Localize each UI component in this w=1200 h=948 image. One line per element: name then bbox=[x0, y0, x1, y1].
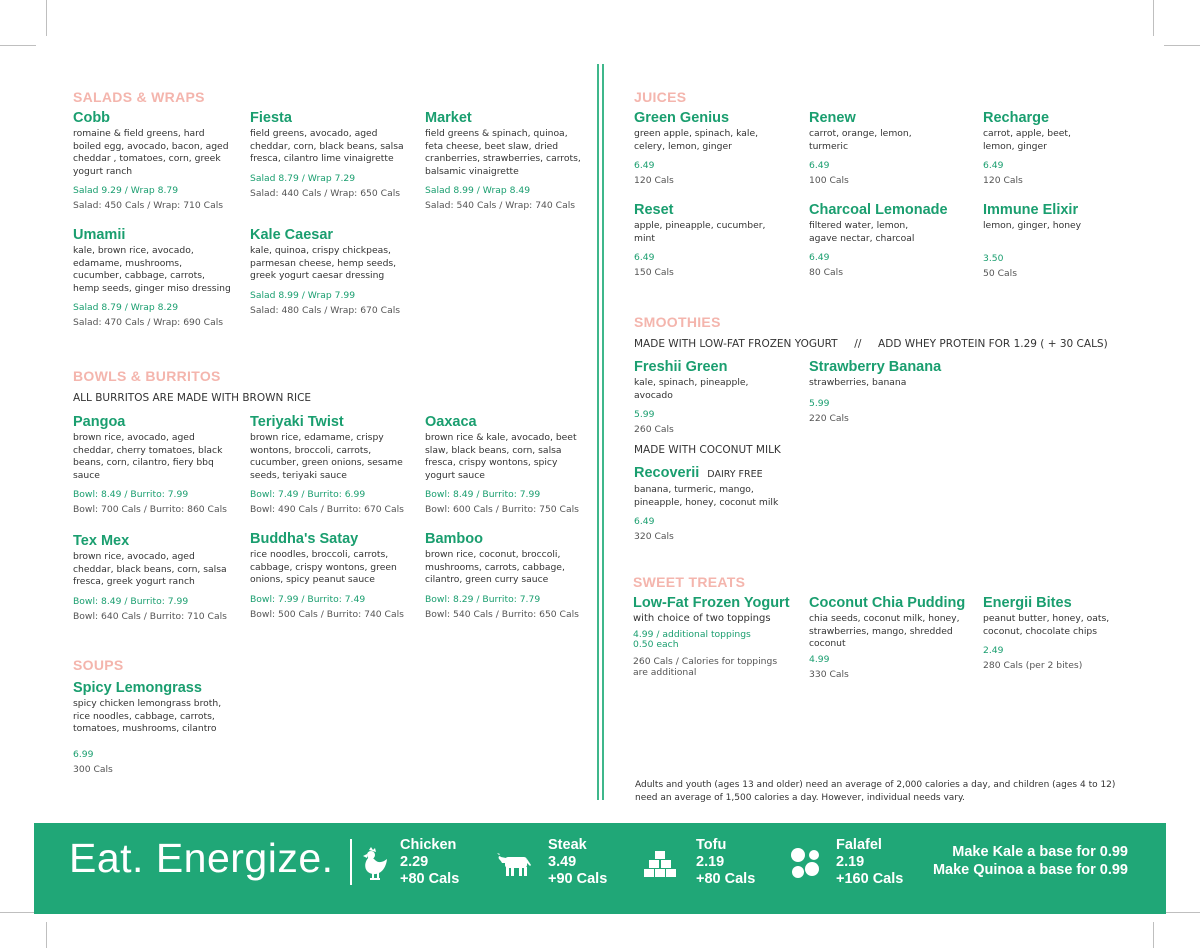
menu-item-recharge bbox=[983, 110, 1143, 186]
item-price: Bowl: 8.49 / Burrito: 7.99 bbox=[73, 595, 189, 607]
item-name: Cobb bbox=[73, 110, 111, 126]
menu-item-umamii bbox=[73, 227, 233, 328]
protein-name: Steak bbox=[548, 837, 587, 853]
item-name: Kale Caesar bbox=[250, 227, 334, 243]
item-description: with choice of two toppings bbox=[633, 613, 771, 624]
crop-mark bbox=[46, 0, 47, 36]
protein-chicken bbox=[400, 837, 459, 888]
item-calories: 300 Cals bbox=[73, 763, 113, 775]
item-name: Freshii Green bbox=[634, 359, 728, 375]
item-name: Strawberry Banana bbox=[809, 359, 942, 375]
item-name: Pangoa bbox=[73, 414, 126, 430]
item-name: Coconut Chia Pudding bbox=[809, 595, 966, 611]
item-price: 6.49 bbox=[983, 160, 1004, 172]
item-description: rice noodles, broccoli, carrots, cabbage, crispy wontons, green onions, spicy peanut sauce bbox=[250, 549, 397, 586]
item-description: filtered water, lemon, agave nectar, charcoal bbox=[809, 220, 915, 244]
item-name: Teriyaki Twist bbox=[250, 414, 344, 430]
section-note: ALL BURRITOS ARE MADE WITH BROWN RICE bbox=[73, 392, 312, 404]
item-price: 6.49 bbox=[809, 252, 830, 264]
menu-item-freshii-green bbox=[634, 359, 794, 435]
item-calories: Bowl: 640 Cals / Burrito: 710 Cals bbox=[73, 610, 227, 622]
item-name: Fiesta bbox=[250, 110, 292, 126]
section-note: MADE WITH COCONUT MILK bbox=[634, 444, 781, 456]
item-calories: Bowl: 500 Cals / Burrito: 740 Cals bbox=[250, 608, 404, 620]
item-description: kale, spinach, pineapple, avocado bbox=[634, 377, 749, 401]
kale-base-offer: Make Kale a base for 0.99 bbox=[952, 844, 1128, 860]
protein-calories: +160 Cals bbox=[836, 871, 904, 887]
item-name: Buddha's Satay bbox=[250, 531, 359, 547]
item-description: chia seeds, coconut milk, honey, strawberries, mango, shredded coconut bbox=[809, 613, 960, 650]
item-description: spicy chicken lemongrass broth, rice noodles, cabbage, carrots, tomatoes, mushrooms, cilantro bbox=[73, 698, 222, 735]
item-price: 4.99 / additional toppings 0.50 each bbox=[633, 628, 751, 650]
base-upgrades bbox=[933, 844, 1128, 879]
protein-price: 2.29 bbox=[400, 854, 429, 870]
menu-item-coconut-chia-pudding bbox=[809, 595, 979, 680]
item-description: field greens & spinach, quinoa, feta cheese, beet slaw, dried cranberries, strawberries, carrots, balsamic vinaigrette bbox=[425, 128, 581, 177]
item-name: Charcoal Lemonade bbox=[809, 202, 948, 218]
item-name: Spicy Lemongrass bbox=[73, 680, 202, 696]
item-calories: Bowl: 600 Cals / Burrito: 750 Cals bbox=[425, 504, 579, 516]
item-description: carrot, orange, lemon, turmeric bbox=[809, 128, 912, 152]
item-calories: Salad: 440 Cals / Wrap: 650 Cals bbox=[250, 187, 401, 199]
item-description: brown rice, avocado, aged cheddar, black beans, corn, salsa fresca, greek yogurt ranch bbox=[73, 551, 227, 588]
protein-name: Falafel bbox=[836, 837, 882, 853]
item-name: Energii Bites bbox=[983, 595, 1072, 611]
menu-item-spicy-lemongrass bbox=[73, 680, 233, 775]
protein-calories: +90 Cals bbox=[548, 871, 608, 887]
chicken-icon bbox=[360, 847, 388, 881]
item-calories: 260 Cals / Calories for toppings are additional bbox=[633, 655, 778, 678]
item-price: Salad 8.99 / Wrap 7.99 bbox=[250, 289, 356, 301]
item-price: Bowl: 7.99 / Burrito: 7.49 bbox=[250, 593, 366, 605]
protein-price: 2.19 bbox=[696, 854, 725, 870]
section-title-salads-wraps: SALADS & WRAPS bbox=[73, 89, 205, 105]
item-calories: 220 Cals bbox=[809, 412, 849, 424]
section-title-smoothies: SMOOTHIES bbox=[634, 314, 721, 330]
item-name: Bamboo bbox=[425, 531, 483, 547]
tofu-icon bbox=[644, 850, 676, 878]
item-description: brown rice & kale, avocado, beet slaw, black beans, corn, salsa fresca, crispy wontons, spicy yogurt sauce bbox=[425, 432, 577, 481]
item-price: 6.49 bbox=[634, 516, 655, 528]
menu-item-immune-elixir bbox=[983, 202, 1143, 279]
item-description: peanut butter, honey, oats, coconut, chocolate chips bbox=[983, 613, 1110, 637]
item-calories: Bowl: 700 Cals / Burrito: 860 Cals bbox=[73, 504, 227, 516]
quinoa-base-offer: Make Quinoa a base for 0.99 bbox=[932, 861, 1128, 878]
menu-item-teriyaki-twist bbox=[250, 414, 410, 515]
item-description: apple, pineapple, cucumber, mint bbox=[634, 220, 766, 244]
item-calories: Salad: 540 Cals / Wrap: 740 Cals bbox=[425, 200, 576, 212]
menu-item-frozen-yogurt bbox=[633, 595, 803, 678]
center-divider bbox=[602, 64, 604, 800]
protein-name: Tofu bbox=[696, 837, 727, 853]
footer-divider bbox=[350, 839, 352, 885]
protein-calories: +80 Cals bbox=[696, 871, 756, 887]
item-price: 6.49 bbox=[634, 252, 655, 264]
menu-item-reset bbox=[634, 202, 794, 278]
menu-item-green-genius bbox=[634, 110, 794, 186]
item-calories: 50 Cals bbox=[983, 267, 1017, 279]
item-calories: 100 Cals bbox=[809, 175, 849, 187]
item-description: brown rice, avocado, aged cheddar, cherry tomatoes, black beans, corn, cilantro, fiery bbq sauce bbox=[73, 432, 223, 481]
item-calories: 280 Cals (per 2 bites) bbox=[983, 660, 1083, 672]
section-title-bowls-burritos: BOWLS & BURRITOS bbox=[73, 368, 221, 384]
item-price: 3.50 bbox=[983, 252, 1004, 264]
item-calories: 320 Cals bbox=[634, 531, 674, 543]
menu-item-market bbox=[425, 110, 585, 211]
cow-icon bbox=[497, 851, 533, 877]
crop-mark bbox=[0, 45, 36, 46]
section-note: MADE WITH LOW-FAT FROZEN YOGURT // ADD WHEY PROTEIN FOR 1.29 ( + 30 CALS) bbox=[634, 338, 1108, 350]
item-price: Bowl: 8.29 / Burrito: 7.79 bbox=[425, 593, 541, 605]
protein-price: 3.49 bbox=[548, 854, 577, 870]
protein-calories: +80 Cals bbox=[400, 871, 460, 887]
footer-banner bbox=[34, 823, 1166, 914]
menu-item-charcoal-lemonade bbox=[809, 202, 969, 278]
item-price: Bowl: 8.49 / Burrito: 7.99 bbox=[73, 489, 189, 501]
menu-item-recoverii bbox=[634, 465, 814, 542]
item-description: kale, brown rice, avocado, edamame, mushrooms, cucumber, cabbage, carrots, hemp seeds, ginger miso dressing bbox=[73, 245, 231, 294]
item-description: romaine & field greens, hard boiled egg, avocado, bacon, aged cheddar , tomatoes, corn, greek yogurt ranch bbox=[73, 128, 229, 177]
menu-item-cobb bbox=[73, 110, 233, 211]
item-price: 4.99 bbox=[809, 653, 830, 665]
item-calories: 330 Cals bbox=[809, 668, 849, 680]
item-name: Renew bbox=[809, 110, 856, 126]
item-description: lemon, ginger, honey bbox=[983, 220, 1082, 231]
center-divider bbox=[597, 64, 599, 800]
crop-mark bbox=[1164, 45, 1200, 46]
dairy-free-tag: DAIRY FREE bbox=[707, 469, 763, 480]
protein-price: 2.19 bbox=[836, 854, 865, 870]
protein-name: Chicken bbox=[400, 837, 457, 853]
item-price: 2.49 bbox=[983, 645, 1004, 657]
crop-mark bbox=[46, 922, 47, 948]
item-name: Recoverii bbox=[634, 465, 700, 481]
item-price: Salad 9.29 / Wrap 8.79 bbox=[73, 185, 179, 197]
item-description: brown rice, edamame, crispy wontons, broccoli, carrots, cucumber, green onions, sesame seeds, teriyaki sauce bbox=[250, 432, 403, 481]
item-description: banana, turmeric, mango, pineapple, honey, coconut milk bbox=[634, 484, 779, 508]
item-name: Tex Mex bbox=[73, 533, 130, 549]
item-name: Reset bbox=[634, 202, 674, 218]
item-description: green apple, spinach, kale, celery, lemon, ginger bbox=[634, 128, 759, 152]
item-name: Recharge bbox=[983, 110, 1050, 126]
menu-item-kale-caesar bbox=[250, 227, 410, 316]
item-price: Bowl: 8.49 / Burrito: 7.99 bbox=[425, 489, 541, 501]
calorie-disclaimer: Adults and youth (ages 13 and older) need an average of 2,000 calories a day, and children (ages 4 to 12) need an average of 1,500 calories a day. However, individual needs vary. bbox=[635, 780, 1116, 803]
item-calories: Bowl: 490 Cals / Burrito: 670 Cals bbox=[250, 504, 404, 516]
menu-item-oaxaca bbox=[425, 414, 585, 515]
item-description: brown rice, coconut, broccoli, mushrooms, carrots, cabbage, cilantro, green curry sauce bbox=[425, 549, 565, 586]
slogan: Eat. Energize. bbox=[69, 835, 334, 881]
item-price: 6.49 bbox=[809, 160, 830, 172]
protein-tofu bbox=[696, 837, 755, 888]
item-price: Salad 8.79 / Wrap 8.29 bbox=[73, 302, 179, 314]
protein-steak bbox=[548, 837, 607, 888]
menu-item-bamboo bbox=[425, 531, 585, 620]
item-calories: Salad: 450 Cals / Wrap: 710 Cals bbox=[73, 200, 224, 212]
item-name: Umamii bbox=[73, 227, 126, 243]
crop-mark bbox=[1153, 0, 1154, 36]
falafel-icon bbox=[790, 847, 822, 881]
menu-item-pangoa bbox=[73, 414, 233, 515]
item-price: Salad 8.79 / Wrap 7.29 bbox=[250, 172, 356, 184]
menu-item-strawberry-banana bbox=[809, 359, 969, 424]
item-calories: 120 Cals bbox=[983, 175, 1023, 187]
menu-item-fiesta bbox=[250, 110, 410, 199]
item-price: Bowl: 7.49 / Burrito: 6.99 bbox=[250, 489, 366, 501]
item-calories: 150 Cals bbox=[634, 267, 674, 279]
item-name: Low-Fat Frozen Yogurt bbox=[633, 595, 790, 611]
crop-mark bbox=[1153, 922, 1154, 948]
item-calories: Bowl: 540 Cals / Burrito: 650 Cals bbox=[425, 608, 579, 620]
item-description: kale, quinoa, crispy chickpeas, parmesan cheese, hemp seeds, greek yogurt caesar dressing bbox=[250, 245, 397, 282]
item-calories: 80 Cals bbox=[809, 267, 843, 279]
item-name: Immune Elixir bbox=[983, 202, 1079, 218]
item-calories: Salad: 480 Cals / Wrap: 670 Cals bbox=[250, 304, 401, 316]
menu-item-energii-bites bbox=[983, 595, 1133, 671]
item-name: Green Genius bbox=[634, 110, 730, 126]
item-price: 6.99 bbox=[73, 748, 94, 760]
crop-mark bbox=[0, 912, 36, 913]
section-title-juices: JUICES bbox=[634, 89, 687, 105]
section-title-soups: SOUPS bbox=[73, 657, 124, 673]
item-description: strawberries, banana bbox=[809, 377, 907, 388]
item-calories: Salad: 470 Cals / Wrap: 690 Cals bbox=[73, 317, 224, 329]
menu-item-renew bbox=[809, 110, 969, 186]
item-description: carrot, apple, beet, lemon, ginger bbox=[983, 128, 1071, 152]
protein-falafel bbox=[836, 837, 903, 888]
item-calories: 120 Cals bbox=[634, 175, 674, 187]
item-name: Market bbox=[425, 110, 472, 126]
item-calories: 260 Cals bbox=[634, 424, 674, 436]
crop-mark bbox=[1164, 912, 1200, 913]
menu-item-tex-mex bbox=[73, 533, 233, 622]
item-description: field greens, avocado, aged cheddar, corn, black beans, salsa fresca, cilantro lime vinaigrette bbox=[250, 128, 404, 165]
item-price: 5.99 bbox=[634, 409, 655, 421]
item-price: Salad 8.99 / Wrap 8.49 bbox=[425, 185, 531, 197]
item-price: 5.99 bbox=[809, 397, 830, 409]
menu-item-buddhas-satay bbox=[250, 531, 410, 620]
section-title-sweet-treats: SWEET TREATS bbox=[633, 574, 746, 590]
item-name: Oaxaca bbox=[425, 414, 477, 430]
item-price: 6.49 bbox=[634, 160, 655, 172]
